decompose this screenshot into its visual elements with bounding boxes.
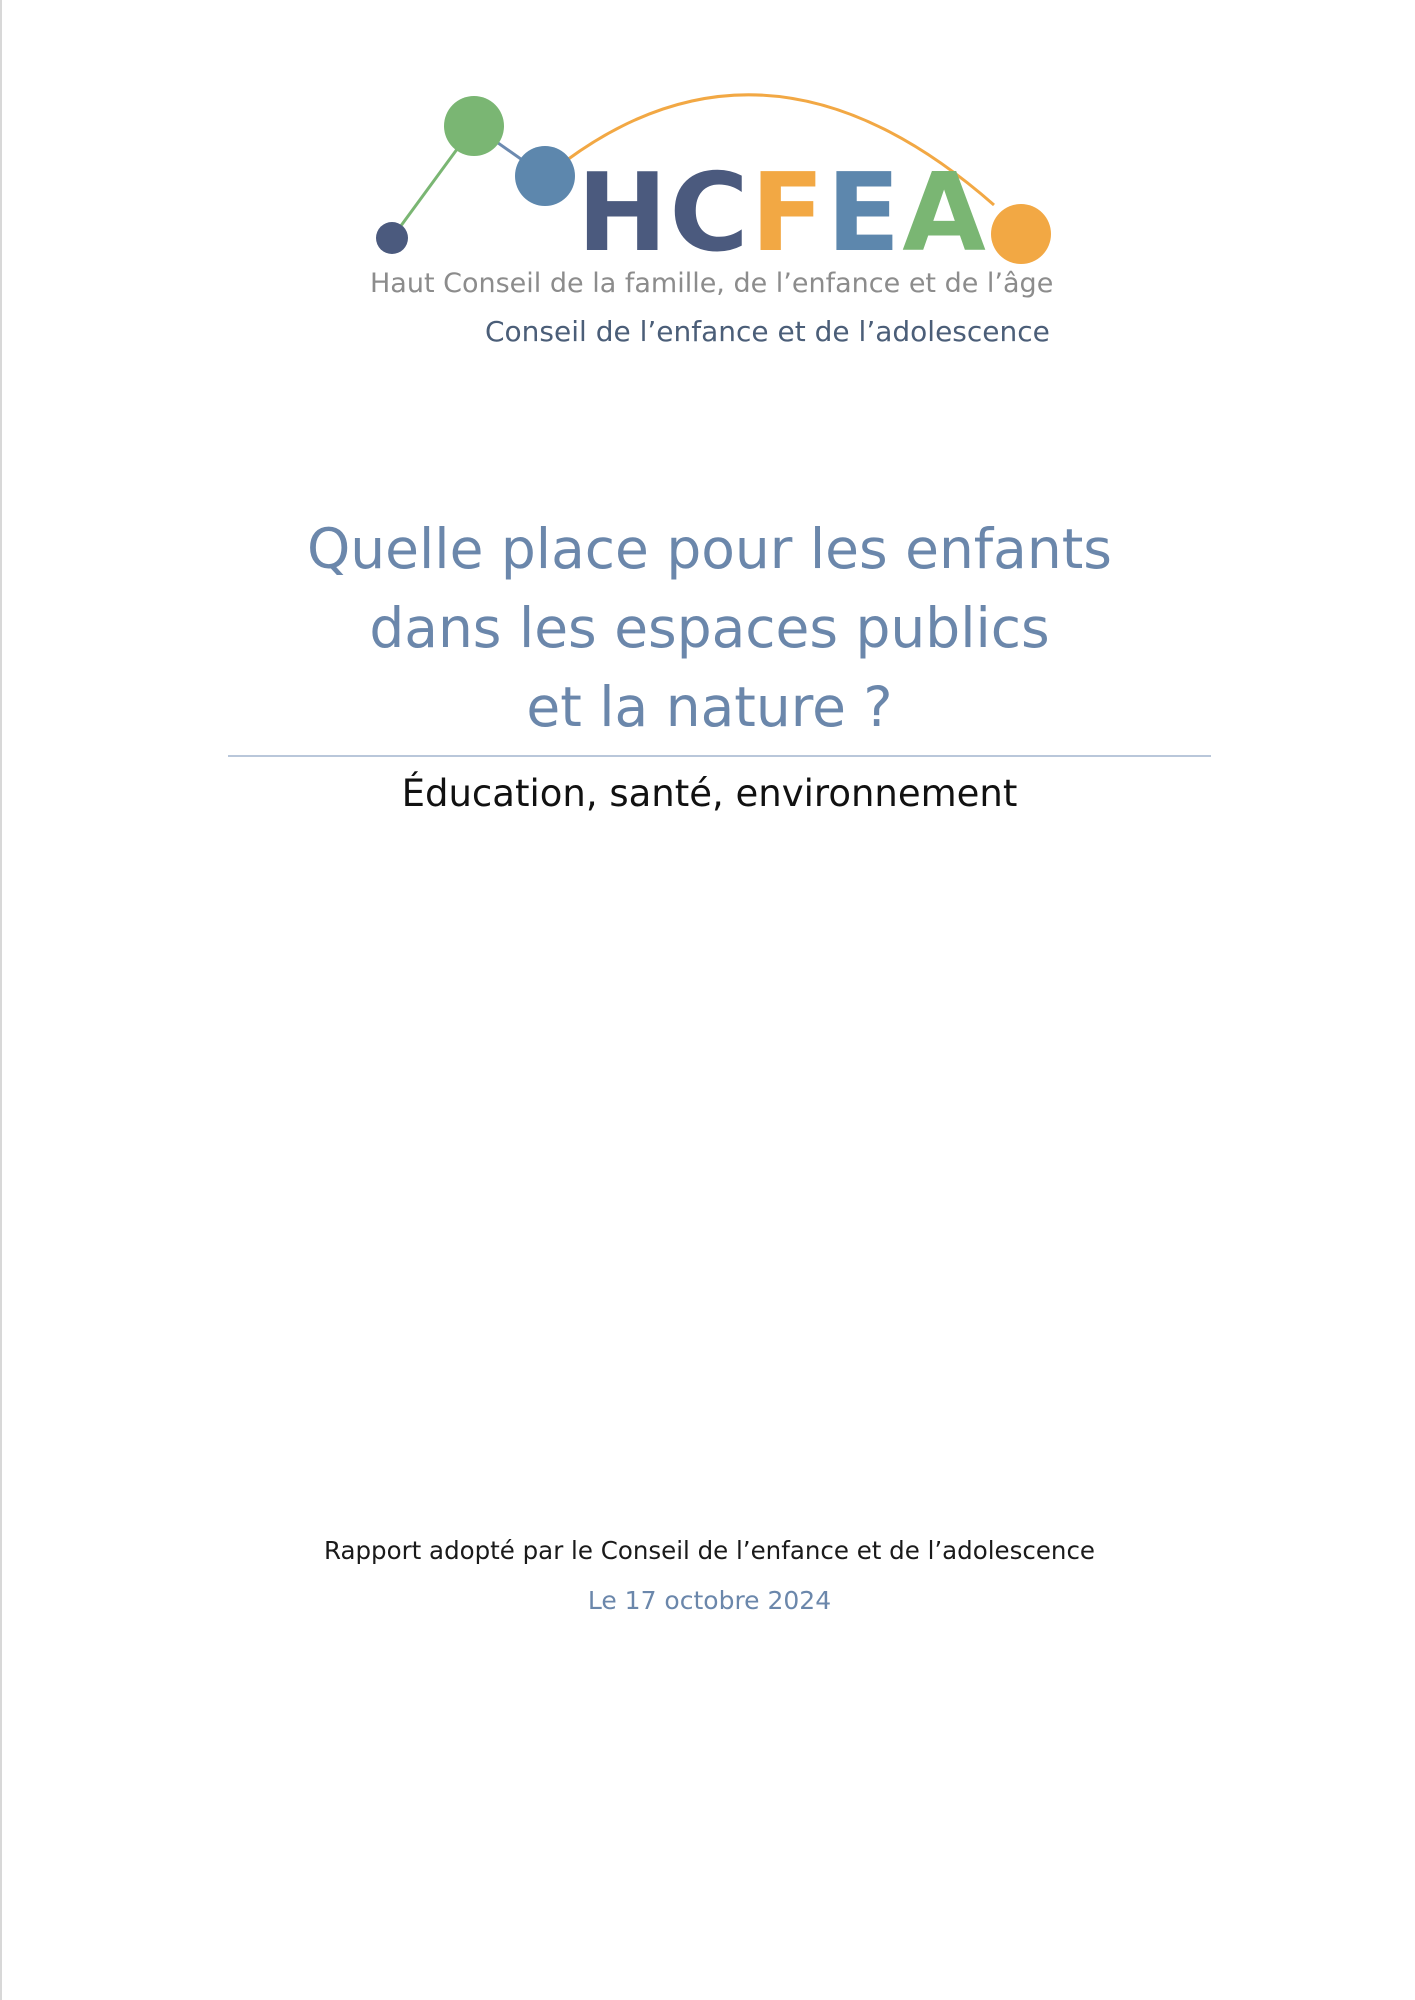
acronym-letter-a: A (902, 151, 988, 276)
title-line-2: dans les espaces publics (369, 596, 1050, 660)
title-divider (228, 755, 1211, 757)
title-line-1: Quelle place pour les enfants (307, 517, 1112, 581)
adoption-statement: Rapport adopté par le Conseil de l’enfance et de l’adolescence (324, 1536, 1095, 1565)
acronym-letter-h: H (577, 151, 670, 276)
logo-council-name: Conseil de l’enfance et de l’adolescence (485, 315, 1050, 348)
title-line-3: et la nature ? (526, 675, 893, 739)
logo-green-dot (444, 96, 504, 156)
acronym-letter-c: C (669, 151, 751, 276)
acronym-letter-e: E (826, 151, 903, 276)
report-title (2, 510, 1415, 747)
logo-orange-dot (991, 204, 1051, 264)
report-subtitle: Éducation, santé, environnement (401, 772, 1018, 815)
logo-blue-dot (515, 146, 575, 206)
acronym-letter-f: F (750, 151, 827, 276)
logo-navy-dot (376, 222, 408, 254)
adoption-date: Le 17 octobre 2024 (587, 1586, 832, 1615)
hcfea-acronym (577, 151, 988, 276)
logo-full-name: Haut Conseil de la famille, de l’enfance et de l’âge (370, 268, 1054, 299)
